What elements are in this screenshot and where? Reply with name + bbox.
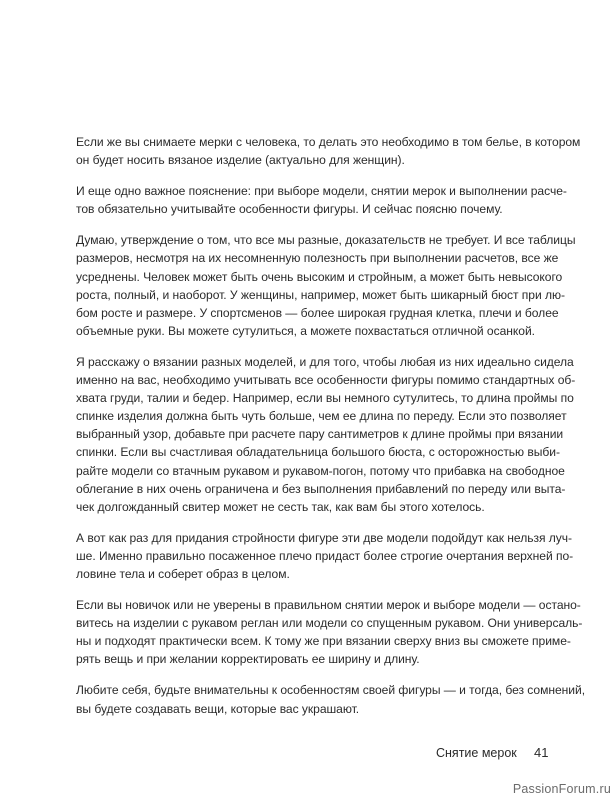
paragraph-2 (76, 182, 567, 218)
text-line: витесь на изделии с рукавом реглан или модели со спущенным рукавом. Они универсаль- (76, 616, 583, 631)
paragraph-1 (76, 133, 581, 169)
text-line: Если вы новичок или не уверены в правильном снятии мерок и выборе модели — остано- (76, 598, 581, 613)
text-line: усреднены. Человек может быть очень высоким и стройным, а может быть невысокого (76, 269, 563, 284)
site-watermark: PassionForum.ru (512, 782, 611, 796)
text-line: Любите себя, будьте внимательны к особенностям своей фигуры — и тогда, без сомнений, (76, 683, 586, 698)
text-line: спинки. Если вы счастливая обладательница большого бюста, с осторожностью выби- (76, 445, 560, 460)
text-line: А вот как раз для придания стройности фигуре эти две модели подойдут как нельзя луч- (76, 530, 572, 545)
text-line: размеров, несмотря на их несомненную полезность при выполнении расчетов, все же (76, 251, 559, 266)
paragraph-6 (76, 596, 583, 668)
paragraph-7 (76, 681, 586, 717)
text-line: ны и подходят практически всем. К тому же при вязании сверху вниз вы сможете приме- (76, 634, 571, 649)
text-line: Если же вы снимаете мерки с человека, то делать это необходимо в том белье, в котором (76, 135, 581, 149)
text-line: роста, полный, и наоборот. У женщины, например, может быть шикарный бюст при лю- (76, 287, 565, 302)
text-line: ше. Именно правильно посаженное плечо придаст более строгие очертания верхней по- (76, 548, 574, 563)
text-line: бом росте и размере. У спортсменов — более широкая грудная клетка, плечи и более (76, 305, 559, 320)
text-line: облегание в них очень ограничена и без выполнения прибавлений по переду или выта- (76, 481, 566, 496)
text-line: вы будете создавать вещи, которые вас украшают. (76, 701, 360, 716)
text-line: спинке изделия должна быть чуть больше, чем ее длина по переду. Если это позволяет (76, 409, 567, 424)
text-line: тов обязательно учитывайте особенности фигуры. И сейчас поясню почему. (76, 202, 503, 217)
text-line: И еще одно важное пояснение: при выборе модели, снятии мерок и выполнении расче- (76, 184, 567, 199)
text-line: Думаю, утверждение о том, что все мы разные, доказательств не требует. И все таблицы (76, 233, 576, 248)
text-line: ловине тела и соберет образ в целом. (76, 566, 290, 581)
body-text (76, 133, 586, 731)
page-number: 41 (534, 745, 549, 760)
text-line: чек долгожданный свитер может не сесть так, как вам бы этого хотелось. (76, 499, 485, 514)
paragraph-4 (76, 353, 576, 516)
paragraph-3 (76, 231, 576, 340)
paragraph-5 (76, 529, 574, 583)
text-line: рять вещь и при желании корректировать ее ширину и длину. (76, 652, 420, 667)
text-line: райте модели со втачным рукавом и рукавом-погон, потому что прибавка на свободное (76, 463, 565, 478)
text-line: Я расскажу о вязании разных моделей, и для того, чтобы любая из них идеально сидела (76, 354, 574, 369)
text-line: выбранный узор, добавьте при расчете пару сантиметров к длине проймы при вязании (76, 427, 564, 442)
running-footer-section-title: Снятие мерок (436, 746, 517, 760)
text-line: он будет носить вязаное изделие (актуально для женщин). (76, 153, 405, 168)
text-line: объемные руки. Вы можете сутулиться, а можете похвастаться отличной осанкой. (76, 323, 535, 338)
text-line: хвата груди, талии и бедер. Например, если вы немного сутулитесь, то длина проймы по (76, 391, 574, 406)
text-line: именно на вас, необходимо учитывать все особенности фигуры помимо стандартных об- (76, 373, 576, 388)
